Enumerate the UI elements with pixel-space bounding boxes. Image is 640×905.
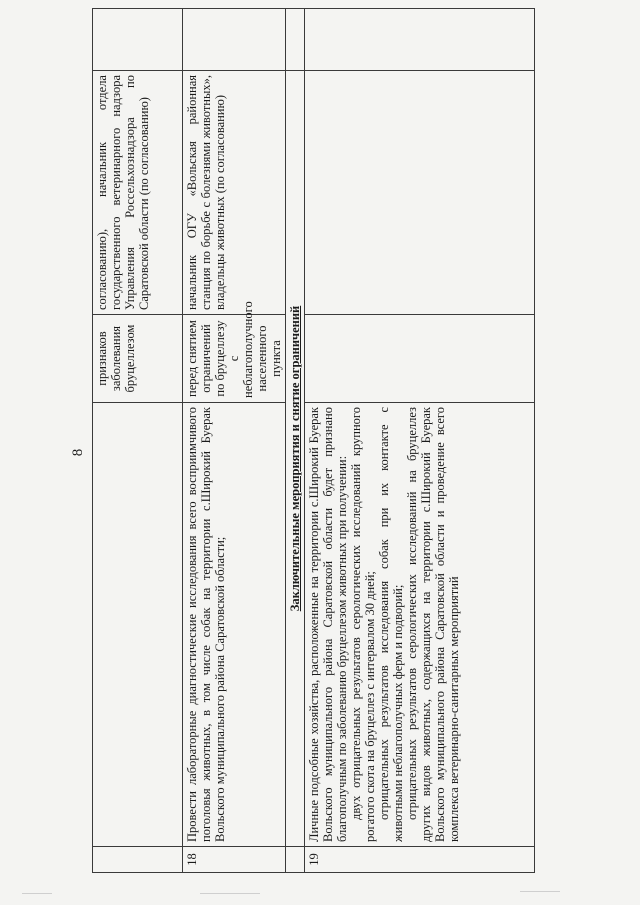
responsible-cell: согласованию), начальник отдела государственного ветеринарного надзора Управления Россельхознадзора по Саратовской области (по согласованию)	[93, 71, 183, 315]
note-cell	[305, 9, 535, 71]
section-row	[286, 9, 305, 873]
table-row-19	[305, 9, 535, 873]
table-row-top	[93, 9, 183, 873]
term-cell: признаков заболевания бруцеллезом	[93, 315, 183, 403]
note-cell	[183, 9, 286, 71]
responsible-cell: начальник ОГУ «Вольская районная станция по борьбе с болезнями животных», владельцы животных (по согласованию)	[183, 71, 286, 315]
measure-cell	[305, 403, 535, 847]
measure-cell	[93, 403, 183, 847]
section-note-cell	[286, 9, 305, 71]
measure-paragraph: отрицательных результатов серологических исследований на бруцеллез других видов животных, содержащихся на территории с.Широкий Буерак Вольского муниципального района Саратовской области и проведение всего комплекса ветеринарно-санитарных мероприятий	[405, 407, 461, 842]
measures-table	[92, 8, 535, 873]
note-cell	[93, 9, 183, 71]
measure-paragraph: Личные подсобные хозяйства, расположенные на территории с.Широкий Буерак Вольского муниципального района Саратовской области будет признано благополучным по заболеванию бруцеллезом животных при получении:	[307, 407, 349, 842]
term-cell	[305, 315, 535, 403]
section-title: Заключительные мероприятия и снятие ограничений	[286, 71, 305, 847]
number-cell	[93, 847, 183, 873]
measure-cell: Провести лабораторные диагностические исследования всего восприимчивого поголовья животных, в том числе собак на территории с.Широкий Буерак Вольского муниципального района Саратовской области;	[183, 403, 286, 847]
page-number: 8	[70, 448, 86, 457]
measure-paragraph: двух отрицательных результатов серологических исследований крупного рогатого скота на бруцеллез с интервалом 30 дней;	[349, 407, 377, 842]
section-number-cell	[286, 847, 305, 873]
responsible-cell	[305, 71, 535, 315]
table-row-18	[183, 9, 286, 873]
term-cell: перед снятием ограничений по бруцеллезу с неблагополучного населенного пункта	[183, 315, 286, 403]
row-number: 18	[183, 847, 286, 873]
measure-paragraph: отрицательных результатов исследования собак при их контакте с животными неблагополучных ферм и подворий;	[377, 407, 405, 842]
row-number: 19	[305, 847, 535, 873]
